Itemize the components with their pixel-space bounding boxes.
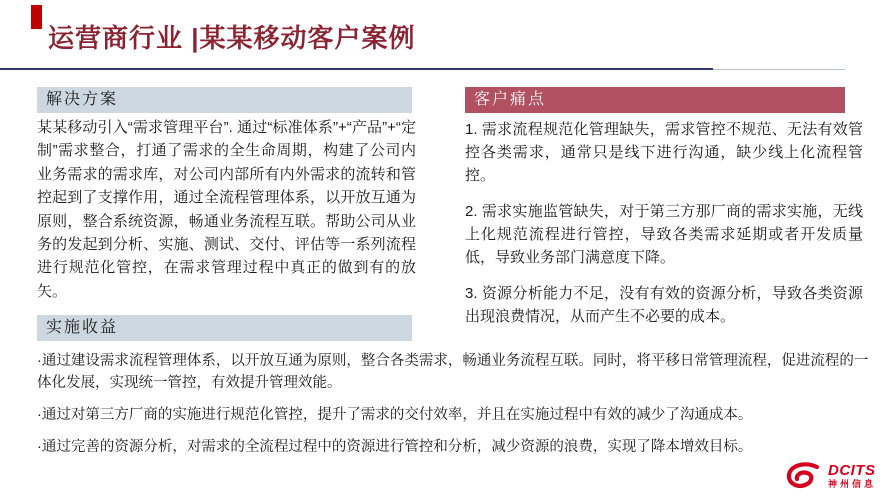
benefit-item: ·通过建设需求流程管理体系，以开放互通为原则，整合各类需求，畅通业务流程互联。同时，将平移日常管理流程，促进流程的一体化发展，实现统一管控，有效提升管理效能。 — [37, 353, 869, 391]
logo-company-name: 神州信息 — [827, 479, 876, 489]
benefits-list — [37, 350, 871, 468]
title-accent-bar — [31, 5, 42, 29]
dcits-swirl-icon — [784, 460, 824, 492]
title-divider — [0, 68, 885, 71]
title-divider-tail — [713, 69, 845, 70]
pain-points-list — [465, 118, 863, 341]
benefit-item: ·通过完善的资源分析，对需求的全流程过程中的资源进行管控和分析，减少资源的浪费，实现了降本增效目标。 — [37, 439, 753, 455]
title-divider-main — [0, 68, 713, 70]
benefits-section-header: 实施收益 — [37, 315, 412, 341]
solution-section-header: 解决方案 — [37, 87, 412, 113]
pain-point-item: 2. 需求实施监管缺失，对于第三方那厂商的需求实施，无线上化规范流程进行管控，导致各类需求延期或者开发质量低，导致业务部门满意度下降。 — [465, 203, 863, 266]
pain-point-item: 1. 需求流程规范化管理缺失，需求管控不规范、无法有效管控各类需求，通常只是线下进行沟通，缺少线上化流程管控。 — [465, 121, 863, 184]
dcits-logo — [784, 460, 876, 492]
logo-brand-name: DCITS — [827, 462, 876, 479]
page-title: 运营商行业 |某某移动客户案例 — [48, 23, 416, 53]
logo-text — [828, 463, 876, 489]
pain-points-section-header: 客户痛点 — [465, 87, 845, 113]
solution-body-text: 某某移动引入“需求管理平台”. 通过“标准体系”+“产品”+“定制”需求整合，打通了需求的全生命周期，构建了公司内业务需求的需求库，对公司内部所有内外需求的流转和管控起到了支撑作用，通过全流程管理体系，以开放互通为原则，整合系统资源，畅通业务流程互联。帮助公司从业务的发起到分析、实施、测试、交付、评估等一系列流程进行规范化管控，在需求管理过程中真正的做到有的放矢。 — [37, 119, 416, 300]
pain-point-item: 3. 资源分析能力不足，没有有效的资源分析，导致各类资源出现浪费情况，从而产生不必要的成本。 — [465, 285, 863, 325]
benefit-item: ·通过对第三方厂商的实施进行规范化管控，提升了需求的交付效率，并且在实施过程中有效的减少了沟通成本。 — [37, 407, 753, 423]
